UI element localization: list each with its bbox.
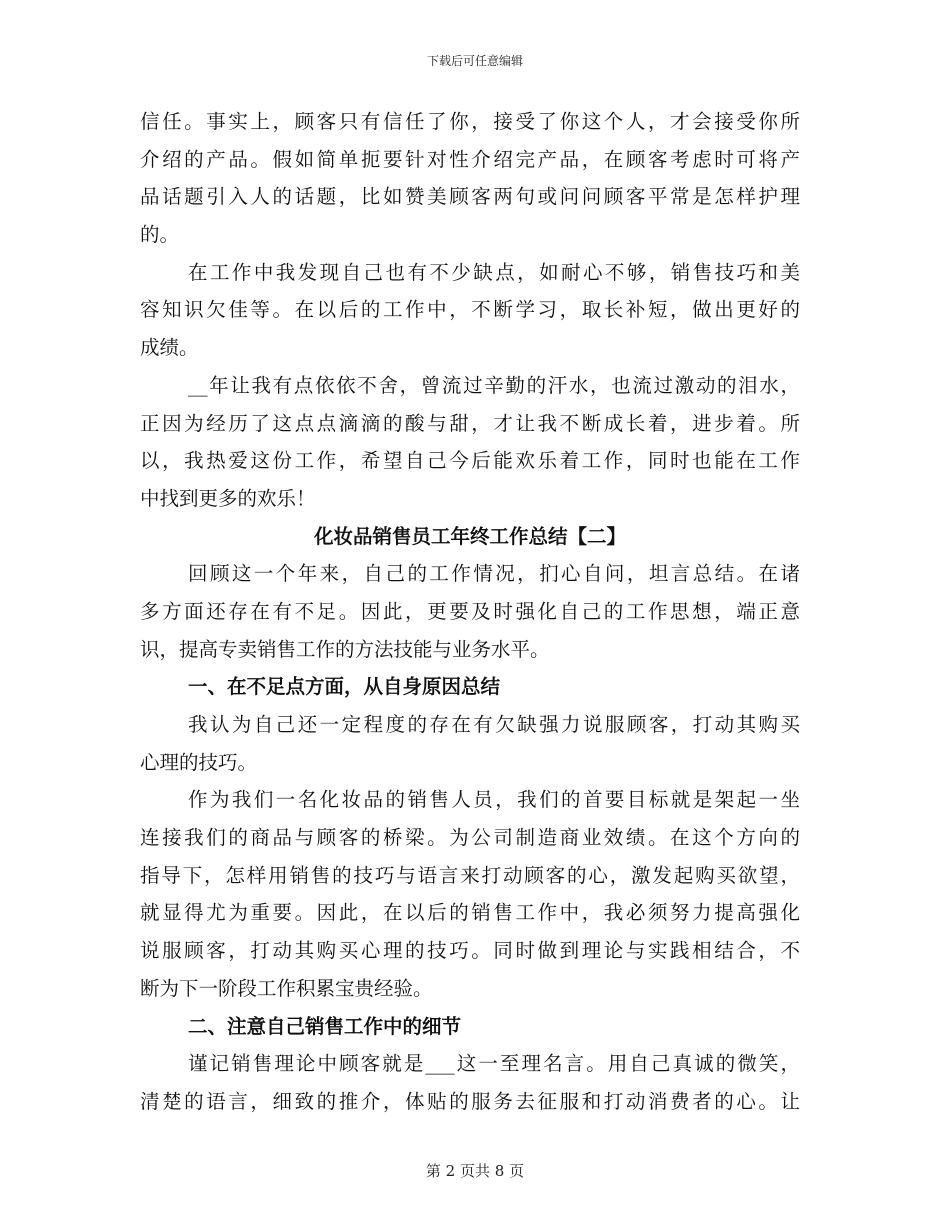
page-header: 下载后可任意编辑 xyxy=(426,54,523,68)
text-line: 的。 xyxy=(140,223,180,247)
text-line: 连接我们的商品与顾客的桥梁。为公司制造商业效绩。在这个方向的 xyxy=(140,826,800,850)
text-line: __年让我有点依依不舍，曾流过辛勤的汗水，也流过激动的泪水， xyxy=(188,373,800,397)
text-line: 多方面还存在有不足。因此，更要及时强化自己的工作思想，端正意 xyxy=(140,599,800,623)
section-title: 化妆品销售员工年终工作总结【二】 xyxy=(313,524,626,548)
text-line: 品话题引入人的话题，比如赞美顾客两句或问问顾客平常是怎样护理 xyxy=(140,185,800,209)
text-line: 信任。事实上，顾客只有信任了你，接受了你这个人，才会接受你所 xyxy=(140,110,800,133)
text-line: 我认为自己还一定程度的存在有欠缺强力说服顾客，打动其购买 xyxy=(188,713,800,736)
text-line: 回顾这一个年来，自己的工作情况，扪心自问，坦言总结。在诸 xyxy=(188,562,800,586)
text-line: 说服顾客，打动其购买心理的技巧。同时做到理论与实践相结合，不 xyxy=(140,939,800,963)
text-line: 识，提高专卖销售工作的方法技能与业务水平。 xyxy=(140,637,550,661)
text-line: 作为我们一名化妆品的销售人员，我们的首要目标就是架起一坐 xyxy=(188,788,800,812)
section-heading: 二、注意自己销售工作中的细节 xyxy=(188,1014,462,1038)
text-line: 正因为经历了这点点滴滴的酸与甜，才让我不断成长着，进步着。所 xyxy=(140,411,800,435)
document-body xyxy=(140,103,800,1121)
text-line: 就显得尤为重要。因此，在以后的销售工作中，我必须努力提高强化 xyxy=(140,901,800,925)
text-line: 在工作中我发现自己也有不少缺点，如耐心不够，销售技巧和美 xyxy=(188,260,800,284)
page-footer: 第 2 页共 8 页 xyxy=(425,1162,525,1180)
text-line: 断为下一阶段工作积累宝贵经验。 xyxy=(140,976,433,1000)
text-line: 介绍的产品。假如简单扼要针对性介绍完产品，在顾客考虑时可将产 xyxy=(140,147,800,171)
text-line: 成绩。 xyxy=(140,336,199,360)
text-line: 清楚的语言，细致的推介，体贴的服务去征服和打动消费者的心。让 xyxy=(140,1089,800,1113)
text-line: 中找到更多的欢乐！ xyxy=(140,486,316,510)
text-line: 谨记销售理论中顾客就是___这一至理名言。用自己真诚的微笑， xyxy=(188,1052,800,1076)
section-heading: 一、在不足点方面，从自身原因总结 xyxy=(188,675,501,699)
text-line: 指导下，怎样用销售的技巧与语言来打动顾客的心，激发起购买欲望， xyxy=(140,863,800,887)
text-line: 心理的技巧。 xyxy=(140,750,258,774)
text-line: 容知识欠佳等。在以后的工作中，不断学习，取长补短，做出更好的 xyxy=(140,298,800,322)
text-line: 以，我热爱这份工作，希望自己今后能欢乐着工作，同时也能在工作 xyxy=(140,449,800,473)
